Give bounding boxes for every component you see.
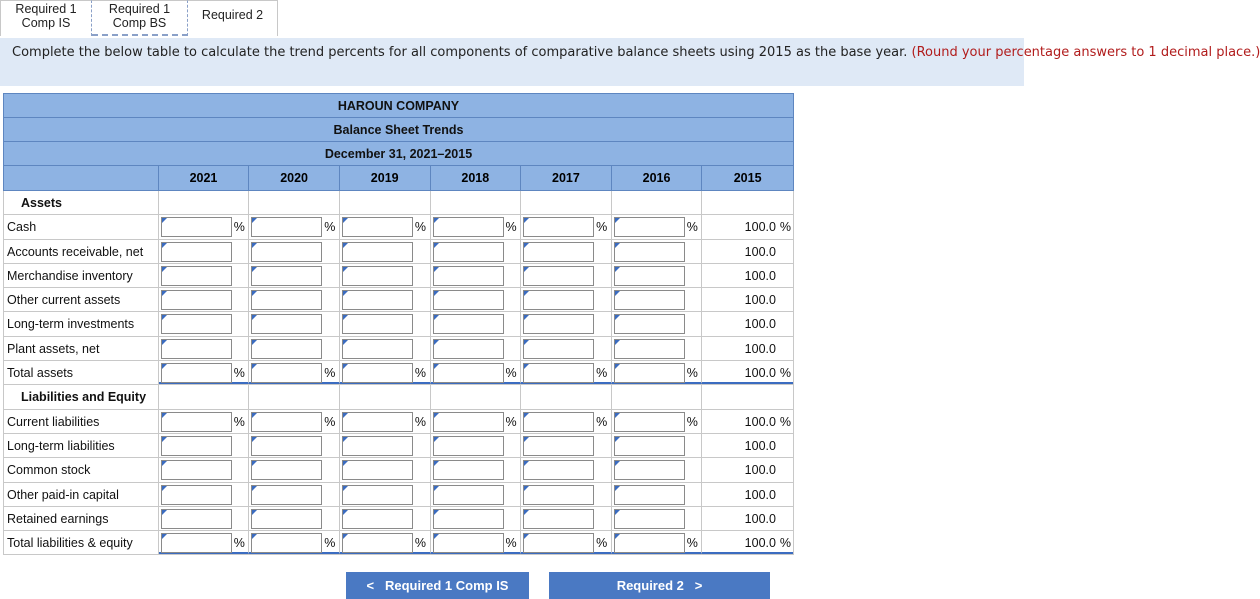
- year-cell: [340, 240, 431, 263]
- base-year-value: 100.0: [744, 487, 776, 502]
- percent-sign: %: [596, 220, 608, 235]
- trend-percent-input[interactable]: [251, 339, 322, 359]
- year-cell: [249, 531, 340, 554]
- table-row: [3, 240, 794, 264]
- year-cell: [612, 240, 703, 263]
- trend-percent-input[interactable]: [161, 363, 232, 383]
- trend-percent-input[interactable]: [614, 242, 685, 262]
- base-year-cell: [702, 410, 793, 433]
- base-year-cell: [702, 288, 793, 311]
- tab-required-2[interactable]: [188, 0, 278, 36]
- trend-percent-input[interactable]: [523, 314, 594, 334]
- year-cell: [521, 337, 612, 360]
- trend-percent-input[interactable]: [614, 485, 685, 505]
- row-label: Retained earnings: [4, 507, 159, 530]
- percent-sign: %: [414, 414, 427, 429]
- table-row: [3, 507, 794, 531]
- base-year-cell: [702, 483, 793, 506]
- section-row: [3, 385, 794, 409]
- trend-percent-input[interactable]: [433, 290, 504, 310]
- year-cell: [431, 434, 522, 457]
- year-cell: [612, 434, 703, 457]
- base-year-value: 100.0: [744, 438, 776, 453]
- percent-sign: %: [505, 366, 517, 381]
- table-row: [3, 361, 794, 385]
- empty-cell: [249, 385, 340, 408]
- base-year-value: 100.0: [744, 366, 776, 381]
- instruction-note: (Round your percentage answers to 1 decimal place.): [911, 45, 1260, 60]
- tab-label-line1: Required 1: [15, 2, 77, 16]
- base-year-value: 100.0: [744, 220, 776, 235]
- year-cell: [340, 434, 431, 457]
- empty-cell: [340, 385, 431, 408]
- trend-percent-input[interactable]: [614, 533, 685, 553]
- empty-cell: [521, 385, 612, 408]
- percent-sign: %: [324, 536, 336, 551]
- row-label: Common stock: [4, 458, 159, 481]
- trend-percent-input[interactable]: [433, 412, 504, 432]
- year-cell: [340, 507, 431, 530]
- empty-cell: [612, 385, 703, 408]
- percent-sign: %: [324, 366, 336, 381]
- trend-percent-input[interactable]: [433, 339, 504, 359]
- trend-percent-input[interactable]: [161, 533, 232, 553]
- percent-sign: %: [233, 220, 245, 235]
- year-cell: [340, 337, 431, 360]
- trend-percent-input[interactable]: [523, 217, 594, 237]
- year-cell: [612, 264, 703, 287]
- year-cell: [340, 312, 431, 335]
- base-year-cell: [702, 434, 793, 457]
- table-title: Balance Sheet Trends: [4, 118, 793, 142]
- trend-percent-input[interactable]: [614, 339, 685, 359]
- trend-percent-input[interactable]: [161, 460, 232, 480]
- base-year-cell: [702, 361, 793, 384]
- table-row: [3, 337, 794, 361]
- percent-sign: %: [414, 536, 427, 551]
- trend-percent-input[interactable]: [342, 266, 413, 286]
- label-column-header: [4, 166, 159, 190]
- trend-percent-input[interactable]: [523, 436, 594, 456]
- year-cell: [159, 410, 250, 433]
- percent-sign: %: [779, 220, 791, 235]
- prev-button[interactable]: [346, 572, 529, 599]
- next-button-label: Required 2: [616, 578, 684, 593]
- trend-percent-input[interactable]: [251, 485, 322, 505]
- year-cell: [612, 337, 703, 360]
- trend-percent-input[interactable]: [161, 339, 232, 359]
- trend-percent-input[interactable]: [342, 217, 413, 237]
- trend-percent-input[interactable]: [342, 339, 413, 359]
- table-row: [3, 288, 794, 312]
- year-cell: [340, 410, 431, 433]
- base-year-cell: [702, 215, 793, 238]
- year-cell: [521, 240, 612, 263]
- percent-sign: %: [414, 366, 427, 381]
- trend-percent-input[interactable]: [433, 217, 504, 237]
- row-label: Long-term investments: [4, 312, 159, 335]
- percent-sign: %: [233, 414, 245, 429]
- percent-sign: %: [686, 366, 698, 381]
- percent-sign: %: [596, 414, 608, 429]
- trend-percent-input[interactable]: [433, 485, 504, 505]
- year-cell: [431, 264, 522, 287]
- empty-cell: [249, 191, 340, 214]
- row-label: Merchandise inventory: [4, 264, 159, 287]
- year-cell: [159, 458, 250, 481]
- year-cell: [249, 215, 340, 238]
- trend-percent-input[interactable]: [161, 290, 232, 310]
- row-label: Other paid-in capital: [4, 483, 159, 506]
- year-cell: [521, 288, 612, 311]
- trend-percent-input[interactable]: [161, 436, 232, 456]
- base-year-value: 100.0: [744, 268, 776, 283]
- trend-percent-input[interactable]: [161, 242, 232, 262]
- table-row: [3, 410, 794, 434]
- year-cell: [612, 483, 703, 506]
- year-cell: [249, 507, 340, 530]
- prev-button-label: Required 1 Comp IS: [384, 578, 509, 593]
- trend-percent-input[interactable]: [523, 533, 594, 553]
- percent-sign: %: [505, 414, 517, 429]
- row-label: Long-term liabilities: [4, 434, 159, 457]
- instruction-text: Complete the below table to calculate the trend percents for all components of comparative balance sheets using 2015 as the base year.: [12, 45, 908, 60]
- trend-percent-input[interactable]: [251, 217, 322, 237]
- company-name: HAROUN COMPANY: [4, 94, 793, 118]
- year-cell: [159, 434, 250, 457]
- trend-percent-input[interactable]: [161, 509, 232, 529]
- year-cell: [431, 507, 522, 530]
- year-cell: [521, 483, 612, 506]
- table-row: [3, 434, 794, 458]
- base-year-value: 100.0: [744, 536, 776, 551]
- year-cell: [431, 312, 522, 335]
- year-cell: [159, 337, 250, 360]
- percent-sign: %: [779, 414, 791, 429]
- year-header: 2017: [521, 166, 612, 190]
- percent-sign: %: [505, 536, 517, 551]
- table-header: [3, 93, 794, 191]
- year-cell: [340, 288, 431, 311]
- trend-percent-input[interactable]: [433, 509, 504, 529]
- year-cell: [521, 410, 612, 433]
- year-cell: [612, 361, 703, 384]
- section-row: [3, 191, 794, 215]
- empty-cell: [431, 385, 522, 408]
- row-label: Plant assets, net: [4, 337, 159, 360]
- trend-table: [3, 93, 794, 555]
- instruction-bar: [0, 38, 1260, 86]
- year-cell: [249, 312, 340, 335]
- trend-percent-input[interactable]: [433, 533, 504, 553]
- trend-percent-input[interactable]: [614, 460, 685, 480]
- empty-cell: [159, 385, 250, 408]
- trend-percent-input[interactable]: [614, 217, 685, 237]
- trend-percent-input[interactable]: [251, 412, 322, 432]
- trend-percent-input[interactable]: [161, 217, 232, 237]
- percent-sign: %: [414, 220, 427, 235]
- tab-label: Required 2: [201, 8, 264, 22]
- percent-sign: %: [596, 536, 608, 551]
- year-cell: [340, 458, 431, 481]
- table-row: [3, 215, 794, 239]
- year-cell: [431, 337, 522, 360]
- base-year-cell: [702, 531, 793, 554]
- trend-percent-input[interactable]: [342, 436, 413, 456]
- trend-percent-input[interactable]: [342, 509, 413, 529]
- percent-sign: %: [686, 220, 698, 235]
- year-cell: [159, 531, 250, 554]
- year-cell: [612, 458, 703, 481]
- year-cell: [159, 312, 250, 335]
- chevron-left-icon: <: [366, 578, 375, 593]
- trend-percent-input[interactable]: [614, 436, 685, 456]
- base-year-cell: [702, 312, 793, 335]
- row-label: Total liabilities & equity: [4, 531, 159, 554]
- year-header: 2016: [612, 166, 703, 190]
- tab-label-line1: Required 1: [108, 2, 171, 16]
- row-label: Other current assets: [4, 288, 159, 311]
- trend-percent-input[interactable]: [251, 290, 322, 310]
- percent-sign: %: [233, 536, 245, 551]
- percent-sign: %: [233, 366, 245, 381]
- tab-label-line2: Comp BS: [112, 16, 167, 30]
- year-header: 2019: [340, 166, 431, 190]
- year-cell: [249, 288, 340, 311]
- trend-percent-input[interactable]: [342, 363, 413, 383]
- table-row: [3, 264, 794, 288]
- year-cell: [159, 215, 250, 238]
- trend-percent-input[interactable]: [251, 363, 322, 383]
- year-cell: [249, 483, 340, 506]
- trend-percent-input[interactable]: [342, 314, 413, 334]
- year-cell: [249, 361, 340, 384]
- trend-percent-input[interactable]: [614, 266, 685, 286]
- trend-percent-input[interactable]: [161, 314, 232, 334]
- base-year-value: 100.0: [744, 511, 776, 526]
- year-cell: [159, 264, 250, 287]
- table-body: [3, 191, 794, 555]
- year-header: 2015: [733, 171, 762, 185]
- year-cell: [431, 215, 522, 238]
- trend-percent-input[interactable]: [251, 242, 322, 262]
- trend-percent-input[interactable]: [433, 363, 504, 383]
- year-cell: [521, 531, 612, 554]
- row-label: Accounts receivable, net: [4, 240, 159, 263]
- trend-percent-input[interactable]: [523, 363, 594, 383]
- trend-percent-input[interactable]: [342, 290, 413, 310]
- year-cell: [249, 410, 340, 433]
- year-cell: [521, 264, 612, 287]
- year-header: 2021: [159, 166, 250, 190]
- year-cell: [431, 410, 522, 433]
- tab-label-line2: Comp IS: [21, 16, 71, 30]
- trend-percent-input[interactable]: [342, 485, 413, 505]
- trend-percent-input[interactable]: [614, 363, 685, 383]
- trend-percent-input[interactable]: [433, 314, 504, 334]
- tab-required-1-comp-bs[interactable]: [92, 0, 188, 36]
- trend-percent-input[interactable]: [523, 290, 594, 310]
- table-period: December 31, 2021–2015: [4, 142, 793, 166]
- year-cell: [612, 507, 703, 530]
- trend-percent-input[interactable]: [614, 314, 685, 334]
- year-header: 2020: [249, 166, 340, 190]
- percent-sign: %: [686, 414, 698, 429]
- section-heading: Liabilities and Equity: [4, 385, 159, 408]
- percent-sign: %: [779, 366, 791, 381]
- year-cell: [521, 312, 612, 335]
- year-cell: [521, 215, 612, 238]
- trend-percent-input[interactable]: [433, 460, 504, 480]
- trend-percent-input[interactable]: [614, 509, 685, 529]
- base-year-value: 100.0: [744, 414, 776, 429]
- year-cell: [431, 240, 522, 263]
- trend-percent-input[interactable]: [523, 485, 594, 505]
- year-cell: [249, 434, 340, 457]
- empty-cell: [702, 191, 793, 214]
- year-cell: [612, 410, 703, 433]
- table-row: [3, 531, 794, 555]
- year-cell: [612, 531, 703, 554]
- trend-percent-input[interactable]: [342, 412, 413, 432]
- trend-percent-input[interactable]: [523, 460, 594, 480]
- percent-sign: %: [779, 536, 791, 551]
- year-cell: [521, 361, 612, 384]
- year-cell: [612, 312, 703, 335]
- year-cell: [612, 288, 703, 311]
- year-cell: [249, 337, 340, 360]
- year-cell: [521, 507, 612, 530]
- table-row: [3, 483, 794, 507]
- empty-cell: [702, 385, 793, 408]
- trend-percent-input[interactable]: [251, 509, 322, 529]
- year-cell: [249, 240, 340, 263]
- percent-sign: %: [596, 366, 608, 381]
- year-cell: [340, 264, 431, 287]
- trend-percent-input[interactable]: [251, 314, 322, 334]
- year-cell: [159, 361, 250, 384]
- year-cell: [431, 531, 522, 554]
- trend-percent-input[interactable]: [614, 290, 685, 310]
- year-cell: [340, 361, 431, 384]
- year-cell: [431, 361, 522, 384]
- trend-percent-input[interactable]: [342, 460, 413, 480]
- base-year-cell: [702, 458, 793, 481]
- year-cell: [521, 458, 612, 481]
- base-year-value: 100.0: [744, 463, 776, 478]
- empty-cell: [612, 191, 703, 214]
- year-cell: [431, 483, 522, 506]
- trend-percent-input[interactable]: [342, 242, 413, 262]
- next-button[interactable]: [549, 572, 770, 599]
- year-cell: [159, 288, 250, 311]
- year-cell: [249, 264, 340, 287]
- trend-percent-input[interactable]: [614, 412, 685, 432]
- tab-required-1-comp-is[interactable]: [0, 0, 92, 36]
- year-cell: [431, 458, 522, 481]
- percent-sign: %: [324, 414, 336, 429]
- base-year-cell: [702, 240, 793, 263]
- trend-percent-input[interactable]: [523, 509, 594, 529]
- year-cell: [159, 240, 250, 263]
- trend-percent-input[interactable]: [251, 266, 322, 286]
- year-cell: [340, 483, 431, 506]
- year-cell: [249, 458, 340, 481]
- trend-percent-input[interactable]: [523, 266, 594, 286]
- trend-percent-input[interactable]: [161, 485, 232, 505]
- trend-percent-input[interactable]: [251, 436, 322, 456]
- trend-percent-input[interactable]: [433, 266, 504, 286]
- year-cell: [612, 215, 703, 238]
- trend-percent-input[interactable]: [433, 242, 504, 262]
- trend-percent-input[interactable]: [523, 242, 594, 262]
- year-cell: [340, 531, 431, 554]
- table-row: [3, 458, 794, 482]
- trend-percent-input[interactable]: [523, 339, 594, 359]
- tab-bar: [0, 0, 278, 38]
- trend-percent-input[interactable]: [433, 436, 504, 456]
- percent-sign: %: [324, 220, 336, 235]
- year-cell: [431, 288, 522, 311]
- trend-percent-input[interactable]: [342, 533, 413, 553]
- section-heading: Assets: [4, 191, 159, 214]
- trend-percent-input[interactable]: [161, 266, 232, 286]
- table-row: [3, 312, 794, 336]
- year-header: 2018: [431, 166, 522, 190]
- base-year-value: 100.0: [744, 341, 776, 356]
- trend-percent-input[interactable]: [161, 412, 232, 432]
- trend-percent-input[interactable]: [251, 460, 322, 480]
- percent-sign: %: [505, 220, 517, 235]
- base-year-cell: [702, 264, 793, 287]
- empty-cell: [521, 191, 612, 214]
- percent-sign: %: [686, 536, 698, 551]
- base-year-cell: [702, 337, 793, 360]
- empty-cell: [159, 191, 250, 214]
- row-label: Total assets: [4, 361, 159, 384]
- base-year-value: 100.0: [744, 293, 776, 308]
- row-label: Cash: [4, 215, 159, 238]
- year-cell: [159, 507, 250, 530]
- base-year-value: 100.0: [744, 244, 776, 259]
- empty-cell: [431, 191, 522, 214]
- trend-percent-input[interactable]: [523, 412, 594, 432]
- year-header-row: [4, 166, 793, 190]
- trend-percent-input[interactable]: [251, 533, 322, 553]
- chevron-right-icon: >: [694, 578, 703, 593]
- year-cell: [521, 434, 612, 457]
- base-year-value: 100.0: [744, 317, 776, 332]
- row-label: Current liabilities: [4, 410, 159, 433]
- year-cell: [340, 215, 431, 238]
- year-cell: [159, 483, 250, 506]
- empty-cell: [340, 191, 431, 214]
- base-year-cell: [702, 507, 793, 530]
